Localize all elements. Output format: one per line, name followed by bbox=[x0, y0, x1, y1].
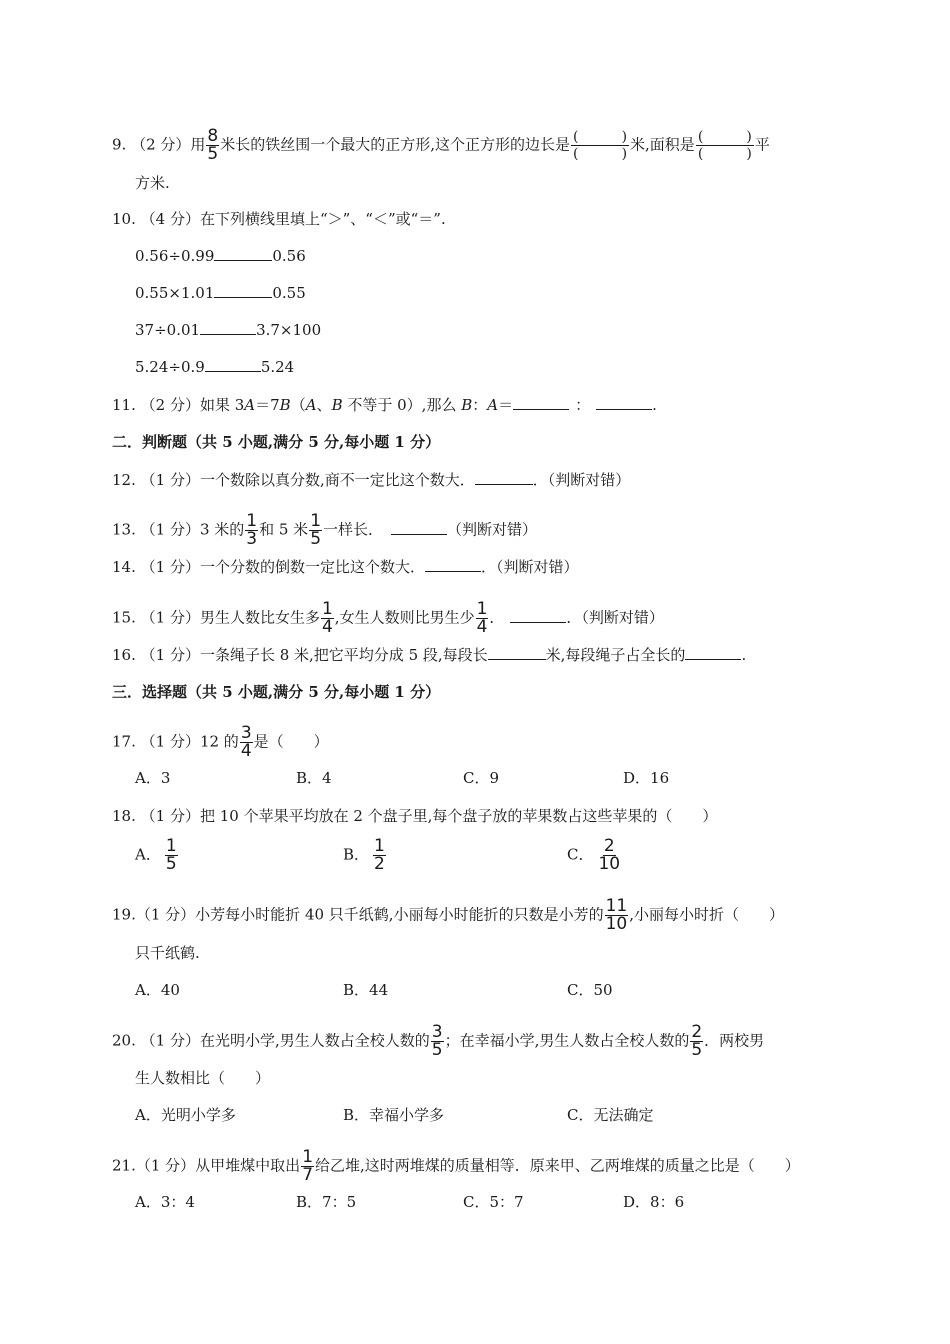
question-number: 13. bbox=[112, 520, 136, 539]
option-c[interactable]: C． $\frac{2}{10}$ bbox=[567, 836, 621, 874]
question-score: （4 分） bbox=[140, 210, 200, 228]
fraction: $\frac{2}{5}$ bbox=[691, 1022, 703, 1060]
question-score: （1 分） bbox=[140, 471, 200, 489]
option-b[interactable]: B．幸福小学多 bbox=[343, 1106, 445, 1124]
question-number: 16. bbox=[112, 646, 136, 664]
option-c[interactable]: C．5：7 bbox=[463, 1193, 524, 1211]
question-score: （2 分） bbox=[140, 396, 200, 414]
answer-blank[interactable] bbox=[205, 357, 261, 372]
option-b[interactable]: B．7：5 bbox=[296, 1193, 357, 1211]
compare-item: 0.55×1.01 0.55 bbox=[135, 284, 306, 302]
question-number: 20. bbox=[112, 1031, 136, 1050]
answer-blank-fraction[interactable]: ( ) ( ) bbox=[697, 129, 752, 162]
answer-blank[interactable] bbox=[200, 320, 256, 335]
option-b[interactable]: B． $\frac{1}{2}$ bbox=[343, 836, 385, 874]
answer-blank[interactable] bbox=[596, 395, 652, 410]
section-header-judgment: 二．判断题（共 5 小题,满分 5 分,每小题 1 分） bbox=[112, 433, 441, 451]
question-14: 14. （1 分）一个分数的倒数一定比这个数大． ．（判断对错） bbox=[112, 558, 579, 576]
question-number: 19. bbox=[112, 905, 136, 924]
option-b[interactable]: B．44 bbox=[343, 981, 389, 999]
answer-blank[interactable] bbox=[510, 608, 566, 623]
question-9-cont: 方米. bbox=[135, 174, 170, 192]
option-a[interactable]: A．3 bbox=[135, 769, 171, 787]
question-13: 13. （1 分）3 米的 $\frac{1}{3}$ 和 5 米 $\frac{1}{5}$ 一样长． （判断对错） bbox=[112, 511, 538, 549]
question-score: （1 分） bbox=[140, 1031, 200, 1050]
answer-blank[interactable] bbox=[425, 557, 481, 572]
answer-blank[interactable] bbox=[214, 246, 272, 261]
answer-blank[interactable] bbox=[214, 283, 272, 298]
fraction: $\frac{1}{5}$ bbox=[310, 511, 322, 549]
question-16: 16. （1 分）一条绳子长 8 米,把它平均分成 5 段,每段长 米,每段绳子占全长的 . bbox=[112, 646, 747, 664]
question-9: 9. （2 分）用 $\frac{8}{5}$ 米长的铁丝围一个最大的正方形,这个正方形的边长是 ( ) ( ) 米,面积是 ( ) ( ) 平 bbox=[112, 126, 770, 164]
fraction: $\frac{11}{10}$ bbox=[605, 896, 628, 934]
question-number: 10. bbox=[112, 210, 136, 228]
answer-blank[interactable] bbox=[685, 645, 741, 660]
answer-blank-fraction[interactable]: ( ) ( ) bbox=[573, 129, 628, 162]
question-score: （1 分） bbox=[140, 807, 200, 825]
fraction: $\frac{1}{4}$ bbox=[321, 599, 333, 637]
fraction: $\frac{1}{7}$ bbox=[302, 1147, 314, 1185]
question-17: 17. （1 分）12 的 $\frac{3}{4}$ 是（ ） bbox=[112, 723, 329, 761]
option-d[interactable]: D．8：6 bbox=[623, 1193, 685, 1211]
answer-blank[interactable] bbox=[475, 470, 533, 485]
fraction: $\frac{1}{5}$ bbox=[165, 836, 177, 874]
question-number: 9. bbox=[112, 135, 127, 154]
answer-blank[interactable] bbox=[513, 395, 569, 410]
fraction: $\frac{3}{4}$ bbox=[240, 723, 252, 761]
question-number: 11. bbox=[112, 396, 136, 414]
question-number: 17. bbox=[112, 732, 136, 751]
question-score: （1 分） bbox=[140, 646, 200, 664]
compare-item: 5.24÷0.9 5.24 bbox=[135, 358, 295, 376]
option-c[interactable]: C．无法确定 bbox=[567, 1106, 654, 1124]
question-score: （1 分） bbox=[135, 1156, 196, 1175]
option-c[interactable]: C．9 bbox=[463, 769, 500, 787]
question-19: 19.（1 分）小芳每小时能折 40 只千纸鹤,小丽每小时能折的只数是小芳的 $\frac{11}{10}$ ,小丽每小时折（ ） bbox=[112, 896, 784, 934]
question-number: 18. bbox=[112, 807, 136, 825]
question-score: （1 分） bbox=[140, 558, 200, 576]
question-number: 14. bbox=[112, 558, 136, 576]
fraction: $\frac{1}{4}$ bbox=[476, 599, 488, 637]
question-15: 15. （1 分）男生人数比女生多 $\frac{1}{4}$ ,女生人数则比男生少 $\frac{1}{4}$ ． ．（判断对错） bbox=[112, 599, 664, 637]
option-a[interactable]: A．光明小学多 bbox=[135, 1106, 236, 1124]
question-21: 21.（1 分）从甲堆煤中取出 $\frac{1}{7}$ 给乙堆,这时两堆煤的质量相等．原来甲、乙两堆煤的质量之比是（ ） bbox=[112, 1147, 800, 1185]
fraction: $\frac{3}{5}$ bbox=[431, 1022, 443, 1060]
compare-item: 37÷0.01 3.7×100 bbox=[135, 321, 322, 339]
fraction: $\frac{8}{5}$ bbox=[207, 126, 219, 164]
question-10: 10. （4 分）在下列横线里填上“＞”、“＜”或“＝”. bbox=[112, 210, 446, 228]
question-18: 18. （1 分）把 10 个苹果平均放在 2 个盘子里,每个盘子放的苹果数占这些苹果的（ ） bbox=[112, 807, 718, 825]
option-b[interactable]: B．4 bbox=[296, 769, 332, 787]
fraction: $\frac{2}{10}$ bbox=[598, 836, 621, 874]
answer-blank[interactable] bbox=[488, 645, 546, 660]
question-number: 15. bbox=[112, 608, 136, 627]
section-header-choice: 三．选择题（共 5 小题,满分 5 分,每小题 1 分） bbox=[112, 683, 441, 701]
question-12: 12. （1 分）一个数除以真分数,商不一定比这个数大． ．（判断对错） bbox=[112, 471, 631, 489]
fraction: $\frac{1}{2}$ bbox=[374, 836, 385, 874]
option-c[interactable]: C．50 bbox=[567, 981, 613, 999]
option-d[interactable]: D．16 bbox=[623, 769, 670, 787]
question-number: 12. bbox=[112, 471, 136, 489]
question-20-cont: 生人数相比（ ） bbox=[135, 1069, 271, 1087]
question-20: 20. （1 分）在光明小学,男生人数占全校人数的 $\frac{3}{5}$ ；在幸福小学,男生人数占全校人数的 $\frac{2}{5}$ ．两校男 bbox=[112, 1022, 765, 1060]
compare-item: 0.56÷0.99 0.56 bbox=[135, 247, 306, 265]
fraction: $\frac{1}{3}$ bbox=[246, 511, 258, 549]
question-score: （2 分） bbox=[131, 135, 191, 154]
question-score: （1 分） bbox=[140, 732, 200, 751]
question-score: （1 分） bbox=[140, 608, 200, 627]
question-19-cont: 只千纸鹤. bbox=[135, 944, 200, 962]
answer-blank[interactable] bbox=[391, 520, 447, 535]
option-a[interactable]: A．40 bbox=[135, 981, 180, 999]
question-score: （1 分） bbox=[140, 520, 200, 539]
question-number: 21. bbox=[112, 1156, 136, 1175]
question-score: （1 分） bbox=[135, 905, 196, 924]
question-11: 11. （2 分）如果 3A＝7B（A、B 不等于 0）,那么 B：A＝ ： . bbox=[112, 396, 657, 414]
option-a[interactable]: A． $\frac{1}{5}$ bbox=[135, 836, 177, 874]
option-a[interactable]: A．3：4 bbox=[135, 1193, 195, 1211]
